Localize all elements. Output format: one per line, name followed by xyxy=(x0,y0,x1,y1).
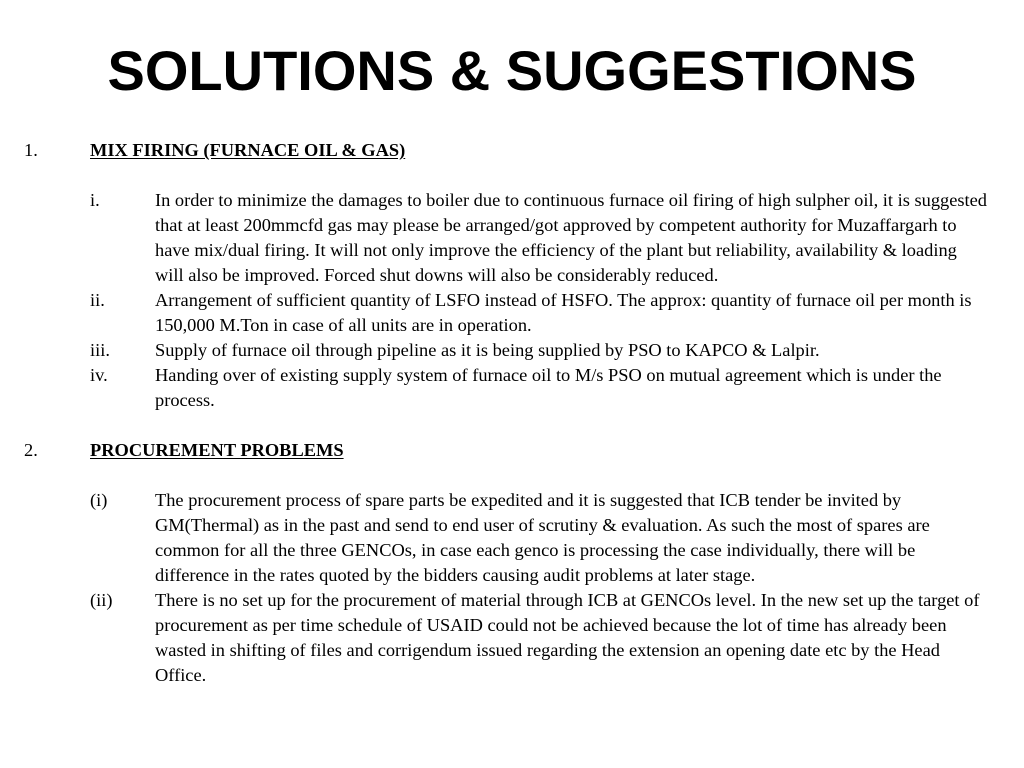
item-marker: (i) xyxy=(90,490,108,510)
section-mix-firing xyxy=(0,138,1024,413)
item-text: In order to minimize the damages to boiler due to continuous furnace oil firing of high sulpher oil, it is suggested that at least 200mmcfd gas may please be arranged/got approved by competent authority for Muzaffargarh to have mix/dual firing. It will not only improve the efficiency of the plant but reliability, availability & loading will also be improved. Forced shut downs will also be considerably reduced. xyxy=(155,190,987,285)
section-heading: MIX FIRING (FURNACE OIL & GAS) xyxy=(90,140,406,160)
item-text: Supply of furnace oil through pipeline as it is being supplied by PSO to KAPCO & Lalpir. xyxy=(155,340,820,360)
list-item xyxy=(0,588,1024,688)
item-marker: (ii) xyxy=(90,590,113,610)
item-marker: iii. xyxy=(90,340,110,360)
item-marker: iv. xyxy=(90,365,108,385)
section-number: 2. xyxy=(24,440,38,460)
slide-content xyxy=(0,138,1024,688)
item-marker: ii. xyxy=(90,290,105,310)
item-text: Handing over of existing supply system of furnace oil to M/s PSO on mutual agreement which is under the process. xyxy=(155,365,942,410)
list-item xyxy=(0,488,1024,588)
section-heading: PROCUREMENT PROBLEMS xyxy=(90,440,344,460)
section-header xyxy=(0,438,1024,463)
list-item xyxy=(0,338,1024,363)
list-item xyxy=(0,363,1024,413)
section-procurement-problems xyxy=(0,438,1024,688)
list-item xyxy=(0,188,1024,288)
page-title: SOLUTIONS & SUGGESTIONS xyxy=(107,39,917,102)
section-header xyxy=(0,138,1024,163)
list-item xyxy=(0,288,1024,338)
item-text: Arrangement of sufficient quantity of LSFO instead of HSFO. The approx: quantity of furnace oil per month is 150,000 M.Ton in case of all units are in operation. xyxy=(155,290,972,335)
item-marker: i. xyxy=(90,190,100,210)
section-number: 1. xyxy=(24,140,38,160)
item-text: There is no set up for the procurement of material through ICB at GENCOs level. In the new set up the target of procurement as per time schedule of USAID could not be achieved because the lot of time has already been wasted in shifting of files and corrigendum issued regarding the extension an opening date etc by the Head Office. xyxy=(155,590,980,685)
item-text: The procurement process of spare parts be expedited and it is suggested that ICB tender be invited by GM(Thermal) as in the past and send to end user of scrutiny & evaluation. As such the most of spares are common for all the three GENCOs, in case each genco is processing the case individually, there will be difference in the rates quoted by the bidders causing audit problems at later stage. xyxy=(155,490,930,585)
